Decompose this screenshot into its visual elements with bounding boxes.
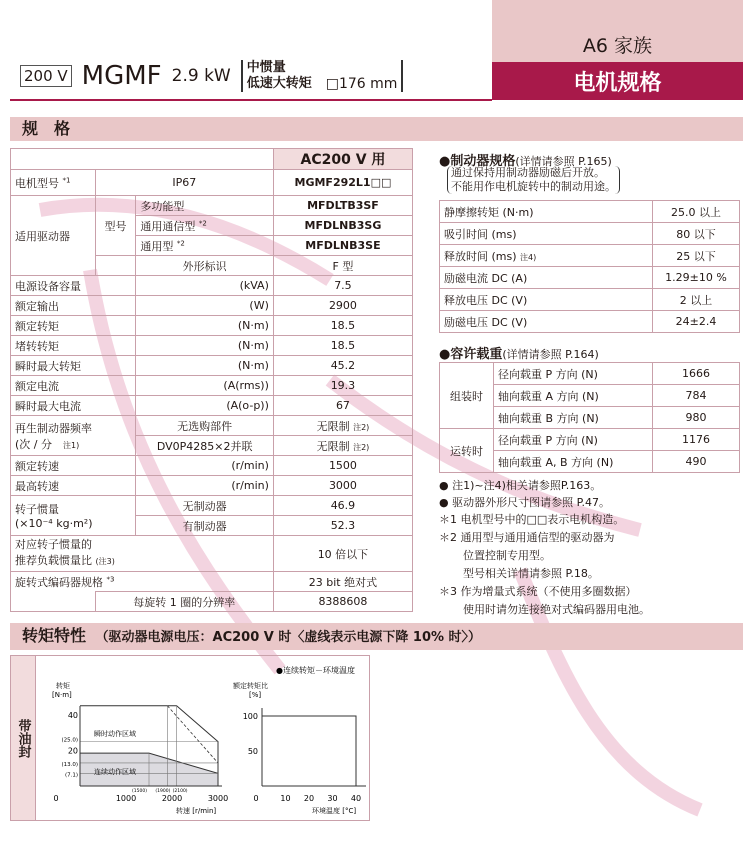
power: 2.9 kW xyxy=(171,66,231,86)
torque-charts xyxy=(36,656,371,820)
cell: 无选购部件 xyxy=(136,416,273,436)
table-row xyxy=(11,316,413,336)
cell: 25 以下 xyxy=(653,245,740,267)
model-name: MGMF xyxy=(81,61,162,91)
cell: 24±2.4 xyxy=(653,311,740,333)
load-table xyxy=(439,362,740,473)
cell: 励磁电流 DC (A) xyxy=(440,267,653,289)
cell: (N·m) xyxy=(136,336,273,356)
cell xyxy=(11,149,274,170)
region-label: 连续动作区域 xyxy=(94,768,136,776)
notes xyxy=(439,478,650,620)
x-mark-label: (1500) xyxy=(132,789,147,794)
cell: (r/min) xyxy=(136,476,273,496)
table-row xyxy=(440,267,740,289)
cell: 电机型号 $^{*1}$ xyxy=(11,170,96,196)
cell: 67 xyxy=(273,396,412,416)
cell: (W) xyxy=(136,296,273,316)
y-mark-label: (25.0) xyxy=(61,737,78,744)
x-mark-label: (2100) xyxy=(172,789,188,794)
note: 型号相关详情请参照 P.18。 xyxy=(463,567,599,580)
cell: 7.5 xyxy=(273,276,412,296)
rated-torque-ratio-line xyxy=(262,716,356,786)
cell: 784 xyxy=(653,385,740,407)
oil-seal-label: 带油封 xyxy=(11,656,36,820)
cell: 释放时间 (ms) 注4) xyxy=(440,245,653,267)
cell: 10 倍以下 xyxy=(273,536,412,572)
x-tick-label: 2000 xyxy=(161,794,183,803)
table-row xyxy=(440,311,740,333)
x-tick-label: 0 xyxy=(253,794,259,803)
cell: 2 以上 xyxy=(653,289,740,311)
x-tick-label: 10 xyxy=(280,794,291,803)
cell: 轴向载重 B 方向 (N) xyxy=(494,407,653,429)
cell: 无制动器 xyxy=(136,496,273,516)
cell: 每旋转 1 圈的分辨率 xyxy=(95,592,273,612)
spec-section-header: 规 格 xyxy=(10,117,743,141)
cell: (A(rms)) xyxy=(136,376,273,396)
x-tick-label: 20 xyxy=(303,794,315,803)
note: ● 驱动器外形尺寸图请参照 P.47。 xyxy=(439,496,611,509)
cell: 吸引时间 (ms) xyxy=(440,223,653,245)
model-features xyxy=(241,60,404,92)
cell: 通用通信型 $^{*2}$ xyxy=(136,216,273,236)
y-tick-label: 50 xyxy=(247,747,258,756)
y-axis-label: 转矩 xyxy=(56,682,70,690)
brake-title: ●制动器规格(详情请参照 P.165) xyxy=(439,154,612,169)
cell: 型号 xyxy=(95,196,136,256)
y-axis-unit: [N·m] xyxy=(52,691,72,699)
cell: 对应转子惯量的 推荐负载惯量比 (注3) xyxy=(11,536,274,572)
cell: 46.9 xyxy=(273,496,412,516)
table-row xyxy=(440,245,740,267)
cell: 45.2 xyxy=(273,356,412,376)
region-label: 瞬时动作区域 xyxy=(94,730,136,738)
table-row xyxy=(440,363,740,385)
cell: 19.3 xyxy=(273,376,412,396)
load-ref: (详情请参照 P.164) xyxy=(502,348,599,361)
product-title xyxy=(20,60,403,92)
cell: 2900 xyxy=(273,296,412,316)
y-tick-label: 20 xyxy=(67,746,78,756)
spec-table xyxy=(10,148,413,612)
cell: 52.3 xyxy=(273,516,412,536)
cell: 有制动器 xyxy=(136,516,273,536)
cell: 1176 xyxy=(653,429,740,451)
cell: MGMF292L1□□ xyxy=(273,170,412,196)
cell: 额定输出 xyxy=(11,296,136,316)
cell: F 型 xyxy=(273,256,412,276)
y-axis-unit: [%] xyxy=(249,691,262,699)
cell: 25.0 以上 xyxy=(653,201,740,223)
table-row xyxy=(11,276,413,296)
cell: 无限制 注2) xyxy=(273,416,412,436)
table-row xyxy=(11,396,413,416)
cell: IP67 xyxy=(95,170,273,196)
cell: (kVA) xyxy=(136,276,273,296)
cell: 转子惯量 (×10⁻⁴ kg·m²) xyxy=(11,496,136,536)
table-row xyxy=(11,376,413,396)
cell: 瞬时最大转矩 xyxy=(11,356,136,376)
x-axis-label: 转速 [r/min] xyxy=(176,807,217,815)
x-tick-label: 1000 xyxy=(115,794,137,803)
chart-title: ●连续转矩－环境温度 xyxy=(276,666,355,675)
category-label: 电机规格 xyxy=(492,62,743,100)
table-row xyxy=(11,356,413,376)
y-tick-label: 100 xyxy=(242,712,258,721)
cell: (r/min) xyxy=(136,456,273,476)
y-axis-label: 额定转矩比 xyxy=(233,682,268,690)
flange-size: □176 mm xyxy=(325,76,398,92)
cell: 电源设备容量 xyxy=(11,276,136,296)
cell: 18.5 xyxy=(273,316,412,336)
cell: 径向载重 P 方向 (N) xyxy=(494,429,653,451)
x-tick-label: 0 xyxy=(53,794,59,803)
voltage-badge: 200 V xyxy=(20,65,72,87)
cell: 80 以下 xyxy=(653,223,740,245)
torque-section-header: 转矩特性 （驱动器电源电压：AC200 V 时〈虚线表示电源下降 10% 时〉） xyxy=(10,623,743,650)
cell: (N·m) xyxy=(136,356,273,376)
table-row xyxy=(440,289,740,311)
cell: 额定转矩 xyxy=(11,316,136,336)
y-mark-label: (13.0) xyxy=(61,761,78,768)
cell: 18.5 xyxy=(273,336,412,356)
column-header: AC200 V 用 xyxy=(273,149,412,170)
cell: 490 xyxy=(653,451,740,473)
group-label: 组装时 xyxy=(440,363,494,429)
header-rule xyxy=(10,99,492,101)
x-axis-label: 环境温度 [°C] xyxy=(312,807,357,815)
table-row xyxy=(440,223,740,245)
table-row xyxy=(440,201,740,223)
cell: MFDLTB3SF xyxy=(273,196,412,216)
note: ＊3 作为增量式系统（不使用多圈数据） xyxy=(439,585,637,598)
family-label: A6 家族 xyxy=(492,0,743,62)
cell: 励磁电压 DC (V) xyxy=(440,311,653,333)
table-row xyxy=(440,429,740,451)
group-label: 运转时 xyxy=(440,429,494,473)
cell: 1666 xyxy=(653,363,740,385)
cell: 径向载重 P 方向 (N) xyxy=(494,363,653,385)
cell: 最高转速 xyxy=(11,476,136,496)
brake-note: 通过保持用制动器励磁后开放。 不能用作电机旋转中的制动用途。 xyxy=(447,166,620,194)
cell: 释放电压 DC (V) xyxy=(440,289,653,311)
cell: 堵转转矩 xyxy=(11,336,136,356)
table-row xyxy=(11,536,413,572)
torque-type: 低速大转矩 xyxy=(246,76,312,91)
table-header-row xyxy=(11,149,413,170)
table-row xyxy=(11,496,413,516)
cell: 额定电流 xyxy=(11,376,136,396)
cell: 多功能型 xyxy=(136,196,273,216)
cell: 外形标识 xyxy=(136,256,273,276)
table-row xyxy=(11,170,413,196)
cell: MFDLNB3SG xyxy=(273,216,412,236)
cell: 23 bit 绝对式 xyxy=(273,572,412,592)
table-row xyxy=(11,476,413,496)
cell: 静摩擦转矩 (N·m) xyxy=(440,201,653,223)
table-row xyxy=(11,296,413,316)
cell: (N·m) xyxy=(136,316,273,336)
table-row xyxy=(11,456,413,476)
cell: 980 xyxy=(653,407,740,429)
note: 使用时请勿连接绝对式编码器用电池。 xyxy=(463,603,650,616)
cell: 瞬时最大电流 xyxy=(11,396,136,416)
cell: 1500 xyxy=(273,456,412,476)
cell: 通用型 $^{*2}$ xyxy=(136,236,273,256)
table-row xyxy=(11,592,413,612)
note: 位置控制专用型。 xyxy=(463,549,551,562)
cell: 再生制动器频率 (次 / 分 注1) xyxy=(11,416,136,456)
cell: 额定转速 xyxy=(11,456,136,476)
cell: MFDLNB3SE xyxy=(273,236,412,256)
note: ● 注1)~注4)相关请参照P.163。 xyxy=(439,479,602,492)
torque-chart-box xyxy=(10,655,370,821)
x-tick-label: 3000 xyxy=(207,794,229,803)
inertia-type: 中惯量 xyxy=(246,60,286,75)
cell: 1.29±10 % xyxy=(653,267,740,289)
cell: 无限制 注2) xyxy=(273,436,412,456)
table-row xyxy=(11,196,413,216)
cell xyxy=(95,256,136,276)
cell: (A(o-p)) xyxy=(136,396,273,416)
cell: 旋转式编码器规格 $^{*3}$ xyxy=(11,572,274,592)
x-tick-label: 30 xyxy=(327,794,338,803)
y-mark-label: (7.1) xyxy=(64,772,78,779)
x-mark-label: (1900) xyxy=(155,789,171,794)
cell: 8388608 xyxy=(273,592,412,612)
table-row xyxy=(11,416,413,436)
cell xyxy=(11,592,96,612)
x-tick-label: 40 xyxy=(350,794,362,803)
y-tick-label: 40 xyxy=(67,711,78,720)
cell: 3000 xyxy=(273,476,412,496)
note: ＊2 通用型与通用通信型的驱动器为 xyxy=(439,531,615,544)
load-title: ●容许载重(详情请参照 P.164) xyxy=(439,347,599,362)
table-row xyxy=(11,572,413,592)
cell: 轴向载重 A, B 方向 (N) xyxy=(494,451,653,473)
brake-table xyxy=(439,200,740,333)
brake-ref: (详情请参照 P.165) xyxy=(515,155,612,168)
cell: 轴向载重 A 方向 (N) xyxy=(494,385,653,407)
note: ＊1 电机型号中的□□表示电机构造。 xyxy=(439,513,625,526)
table-row xyxy=(11,336,413,356)
cell: DV0P4285×2并联 xyxy=(136,436,273,456)
cell: 适用驱动器 xyxy=(11,196,96,276)
peak-torque-dashed-line xyxy=(167,706,218,763)
